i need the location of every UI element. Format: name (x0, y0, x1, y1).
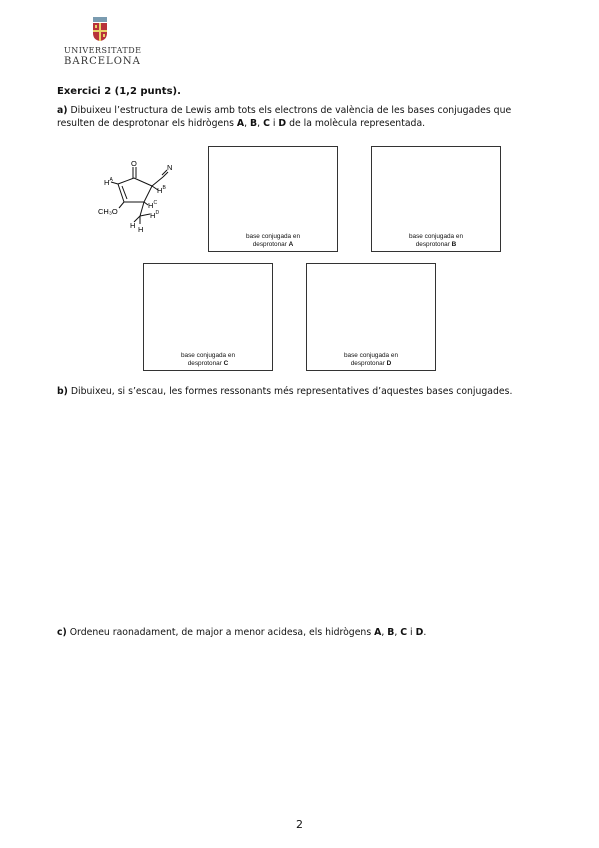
part-a-sep: , (244, 118, 251, 129)
caption-text: desprotonar (187, 360, 224, 367)
caption-line2 (144, 360, 272, 368)
part-a-sep: , (257, 118, 264, 129)
part-c-sep: , (394, 627, 401, 638)
part-a-text2: de la molècula representada. (286, 118, 426, 129)
atom-HD-sup: D (155, 210, 160, 216)
answer-box-caption (144, 352, 272, 368)
part-b-text: Dibuixeu, si s’escau, les formes ressonants més representatives d’aquestes bases conjugades. (67, 386, 513, 397)
part-a-label-b: B (250, 118, 258, 129)
part-c-label-d: D (415, 627, 424, 638)
part-c-tag: c) (57, 627, 67, 638)
answer-box-D[interactable] (306, 263, 436, 371)
caption-text: desprotonar (415, 241, 452, 248)
caption-line1: base conjugada en (408, 233, 463, 240)
atom-HC: H (148, 201, 154, 210)
answer-box-caption (372, 233, 500, 249)
answer-box-caption (209, 233, 337, 249)
caption-line2 (307, 360, 435, 368)
caption-letter: A (288, 241, 294, 248)
part-a-label-d: D (278, 118, 287, 129)
answer-box-B[interactable] (371, 146, 501, 252)
caption-line1: base conjugada en (343, 352, 398, 359)
part-c-label-c: C (400, 627, 408, 638)
caption-line1: base conjugada en (180, 352, 235, 359)
caption-line1: base conjugada en (245, 233, 300, 240)
caption-letter: C (223, 360, 229, 367)
atom-HB: H (157, 186, 163, 195)
part-c-sep: i (407, 627, 416, 638)
caption-text: desprotonar (252, 241, 289, 248)
atom-HA: H (104, 178, 110, 187)
answer-box-C[interactable] (143, 263, 273, 371)
answer-box-caption (307, 352, 435, 368)
atom-N: N (167, 163, 173, 172)
university-crest-icon (92, 16, 108, 42)
part-c-text2: . (423, 627, 427, 638)
part-b-tag: b) (57, 386, 68, 397)
part-a-sep: i (269, 118, 279, 129)
part-c-text1: Ordeneu raonadament, de major a menor acidesa, els hidrògens (66, 627, 375, 638)
caption-line2 (372, 241, 500, 249)
part-a-label-a: A (236, 118, 245, 129)
caption-text: desprotonar (350, 360, 387, 367)
part-a-text1: Dibuixeu l’estructura de Lewis amb tots els electrons de valència de les bases conjugades que resulten de desprotonar els hidrògens (57, 105, 512, 129)
part-c-question (57, 626, 547, 639)
atom-HD: H (150, 211, 156, 220)
atom-HC-sup: C (153, 200, 158, 206)
part-c-sep: , (381, 627, 388, 638)
part-b-question (57, 385, 547, 398)
methoxy-group: CH₃O (98, 207, 118, 216)
logo-text-line1: UNIVERSITATDE (64, 46, 142, 55)
part-a-tag: a) (57, 105, 68, 116)
caption-letter: B (451, 241, 457, 248)
atom-H2: H (138, 225, 144, 234)
logo-text-line2: BARCELONA (64, 56, 141, 67)
caption-line2 (209, 241, 337, 249)
atom-H1: H (130, 221, 136, 230)
exercise-title: Exercici 2 (1,2 punts). (57, 86, 181, 97)
part-a-question (57, 104, 547, 130)
part-a-label-c: C (263, 118, 270, 129)
part-c-label-b: B (387, 627, 395, 638)
university-logo (60, 16, 140, 68)
answer-box-A[interactable] (208, 146, 338, 252)
caption-letter: D (386, 360, 392, 367)
page-number: 2 (296, 818, 303, 831)
atom-O: O (131, 159, 137, 168)
atom-HA-sup: A (109, 177, 113, 183)
atom-HB-sup: B (162, 185, 166, 191)
molecule-structure (92, 158, 192, 238)
part-c-label-a: A (374, 627, 382, 638)
